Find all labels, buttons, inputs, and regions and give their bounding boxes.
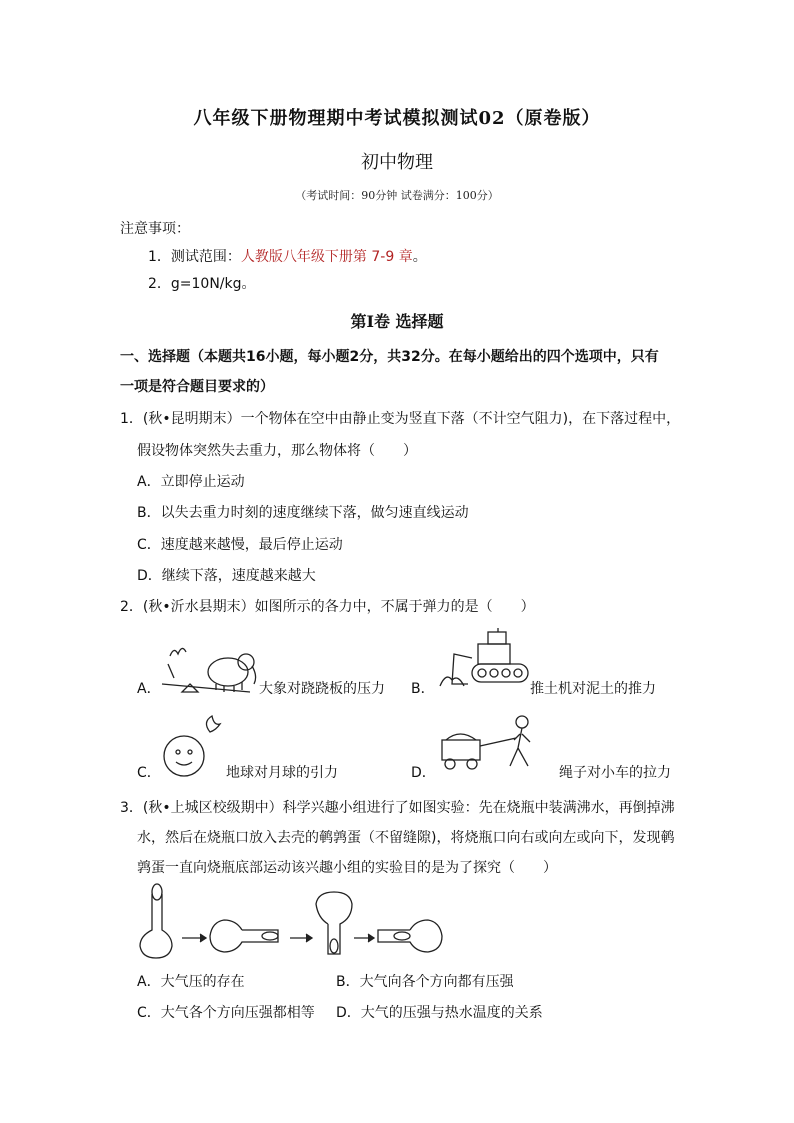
q1-option-b[interactable]: B．以失去重力时刻的速度继续下落，做匀速直线运动 — [137, 505, 469, 521]
notes-item-2: 2．g=10N/kg。 — [148, 276, 256, 292]
q3-stem-line-3: 鹑蛋一直向烧瓶底部运动该兴趣小组的实验目的是为了探究（ ） — [137, 860, 557, 876]
q3-stem-line-1: 3．(秋•上城区校级期中）科学兴趣小组进行了如图实验：先在烧瓶中装满沸水，再倒掉沸 — [120, 800, 675, 816]
q2-option-d-caption: 绳子对小车的拉力 — [559, 765, 671, 781]
q2-option-a-caption: 大象对跷跷板的压力 — [259, 681, 385, 697]
section-title: 第Ⅰ卷 选择题 — [350, 312, 444, 331]
q1-option-a[interactable]: A．立即停止运动 — [137, 474, 245, 490]
exam-info: （考试时间：90分钟 试卷满分：100分） — [295, 189, 499, 202]
q1-stem-line-1: 1．(秋•昆明期末）一个物体在空中由静止变为竖直下落（不计空气阻力)，在下落过程中， — [120, 411, 681, 427]
q2-option-c-letter[interactable]: C． — [137, 765, 161, 781]
q2-stem-line-1: 2．(秋•沂水县期末）如图所示的各力中，不属于弹力的是（ ） — [120, 599, 535, 615]
q1-stem-line-2: 假设物体突然失去重力，那么物体将（ ） — [137, 443, 417, 459]
page-title: 八年级下册物理期中考试模拟测试02（原卷版） — [193, 108, 601, 129]
section-intro-line-1: 一、选择题（本题共16小题，每小题2分，共32分。在每小题给出的四个选项中，只有 — [120, 349, 659, 365]
notes-item-1-highlight: 人教版八年级下册第 7-9 章 — [240, 249, 413, 265]
q2-option-d-letter[interactable]: D． — [411, 765, 436, 781]
flask-egg-experiment-illustration — [138, 880, 448, 960]
page-subtitle: 初中物理 — [361, 152, 433, 173]
notes-item-1-prefix: 1．测试范围： — [148, 249, 241, 265]
elephant-seesaw-illustration — [160, 636, 260, 694]
q3-option-a[interactable]: A．大气压的存在 — [137, 974, 245, 990]
notes-item-1-suffix: 。 — [412, 249, 427, 265]
section-intro-line-2: 一项是符合题目要求的） — [120, 379, 274, 395]
q3-option-c[interactable]: C．大气各个方向压强都相等 — [137, 1005, 315, 1021]
q3-option-b[interactable]: B．大气向各个方向都有压强 — [336, 974, 514, 990]
bulldozer-illustration — [438, 628, 530, 690]
q1-option-d[interactable]: D．继续下落，速度越来越大 — [137, 568, 316, 584]
notes-item-1 — [148, 246, 427, 266]
notes-heading: 注意事项： — [120, 221, 190, 237]
rope-cart-illustration — [438, 712, 536, 774]
q2-option-a-letter[interactable]: A． — [137, 681, 161, 697]
q3-stem-line-2: 水，然后在烧瓶口放入去壳的鹌鹑蛋（不留缝隙)，将烧瓶口向右或向左或向下，发现鹌 — [137, 830, 675, 846]
q2-option-b-caption: 推土机对泥土的推力 — [530, 681, 656, 697]
q3-option-d[interactable]: D．大气的压强与热水温度的关系 — [336, 1005, 543, 1021]
q2-option-b-letter[interactable]: B． — [411, 681, 435, 697]
earth-moon-illustration — [160, 712, 230, 780]
q2-option-c-caption: 地球对月球的引力 — [226, 765, 338, 781]
q1-option-c[interactable]: C．速度越来越慢，最后停止运动 — [137, 537, 343, 553]
